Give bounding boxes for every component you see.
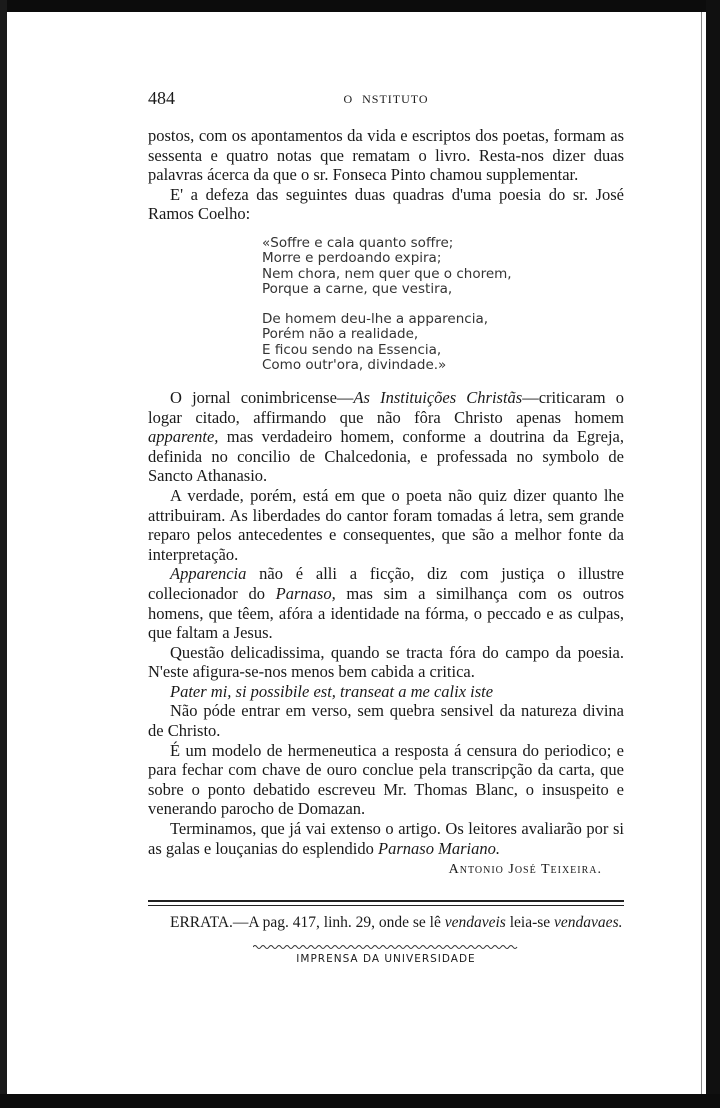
paragraph-1: postos, com os apontamentos da vida e escriptos dos poetas, formam as sessenta e quatro notas que rematam o livro. Resta-nos dizer duas palavras ácerca da que o sr. Fonseca Pinto chamou supplementar. — [148, 126, 624, 185]
emphasis: Apparencia — [170, 564, 247, 584]
scan-border-left — [0, 0, 7, 1108]
author-signature — [148, 860, 602, 880]
text-run: —criticaram o logar citado, affirmando que não fôra Christo apenas homem — [148, 387, 625, 427]
printer-imprint — [148, 944, 624, 965]
page — [148, 84, 624, 965]
author-name: Antonio José Teixeira. — [448, 862, 602, 878]
errata-text: leia-se — [505, 913, 555, 931]
text-run: O jornal conimbricense— — [170, 387, 354, 407]
paragraph-9 — [148, 819, 624, 858]
poem-quote — [262, 236, 624, 374]
paragraph-6: Questão delicadissima, quando se tracta fóra do campo da poesia. N'este afigura-se-nos menos bem cabida a critica. — [148, 642, 624, 682]
poem-stanza-1 — [262, 236, 624, 298]
poem-line: Porque a carne, que vestira, — [262, 281, 453, 298]
paragraph-2: E' a defeza das seguintes duas quadras d'uma poesia do sr. José Ramos Coelho: — [148, 184, 624, 224]
paragraph-8: É um modelo de hermeneutica a resposta á censura do periodico; e para fechar com chave de ouro conclue pela transcripção da carta, que sobre o ponto debatido escreveu Mr. Thomas Blanc, o insuspeito e venerando parocho de Domazan. — [148, 740, 624, 819]
book-title: Parnaso, — [275, 583, 336, 603]
poem-line: Morre e perdoando expira; — [262, 250, 442, 267]
journal-title: As Instituições Christãs — [353, 387, 523, 407]
book-title: Parnaso Mariano. — [378, 838, 500, 858]
paragraph-4: A verdade, porém, está em que o poeta não quiz dizer quanto lhe attribuiram. As liberdades do cantor foram tomadas á letra, sem grande reparo pelos antecedentes e consequentes, que são a melhor fonte da interpretação. — [148, 485, 624, 564]
paragraph-7: Não póde entrar em verso, sem quebra sensivel da natureza divina de Christo. — [148, 701, 624, 741]
poem-line: De homem deu-lhe a apparencia, — [262, 310, 489, 327]
poem-line: «Soffre e cala quanto soffre; — [262, 234, 454, 251]
running-title: O NSTITUTO — [343, 92, 429, 106]
poem-stanza-2 — [262, 312, 624, 374]
text-run: não é alli a ficção, diz com justiça o illustre collecionador do — [148, 564, 624, 603]
poem-line: Como outr'ora, divindade.» — [262, 357, 447, 374]
text-run: mas sim a similhança com os outros homens, que têem, afóra a identidade na fórma, o peccado e as culpas, que faltam a Jesus. — [148, 583, 624, 643]
wavy-ornament — [253, 944, 519, 950]
text-run: mas verdadeiro homem, conforme a doutrina da Egreja, definida no concilio de Chalcedonia, e professada no symbolo de Sancto Athanasio. — [148, 427, 624, 486]
paragraph-5 — [148, 564, 624, 642]
scan-border-right — [706, 0, 720, 1108]
printer-name: IMPRENSA DA UNIVERSIDADE — [296, 952, 476, 965]
errata-wrong-word: vendaveis — [444, 913, 506, 931]
emphasis: apparente, — [148, 427, 219, 447]
paragraph-3 — [148, 388, 624, 486]
article-body — [148, 126, 624, 880]
text-run: Terminamos, que já vai extenso o artigo. Os leitores avaliarão por si as galas e louçanias do esplendido — [148, 819, 624, 858]
scan-border-top — [0, 0, 720, 12]
errata-text: ERRATA.—A pag. 417, linh. 29, onde se lê — [170, 913, 445, 931]
latin-quote-text: Pater mi, si possibile est, transeat a me calix iste — [170, 681, 494, 701]
page-header — [148, 84, 624, 108]
errata-correct-word: vendavaes. — [554, 913, 623, 931]
errata-note — [148, 914, 624, 932]
poem-line: Nem chora, nem quer que o chorem, — [262, 265, 512, 282]
page-number: 484 — [148, 88, 175, 108]
poem-line: E ficou sendo na Essencia, — [262, 341, 442, 358]
double-rule-divider — [148, 900, 624, 906]
latin-quote — [148, 682, 624, 702]
scan-border-bottom — [0, 1094, 720, 1108]
scan-edge-line — [701, 12, 702, 1094]
poem-line: Porém não a realidade, — [262, 326, 419, 343]
